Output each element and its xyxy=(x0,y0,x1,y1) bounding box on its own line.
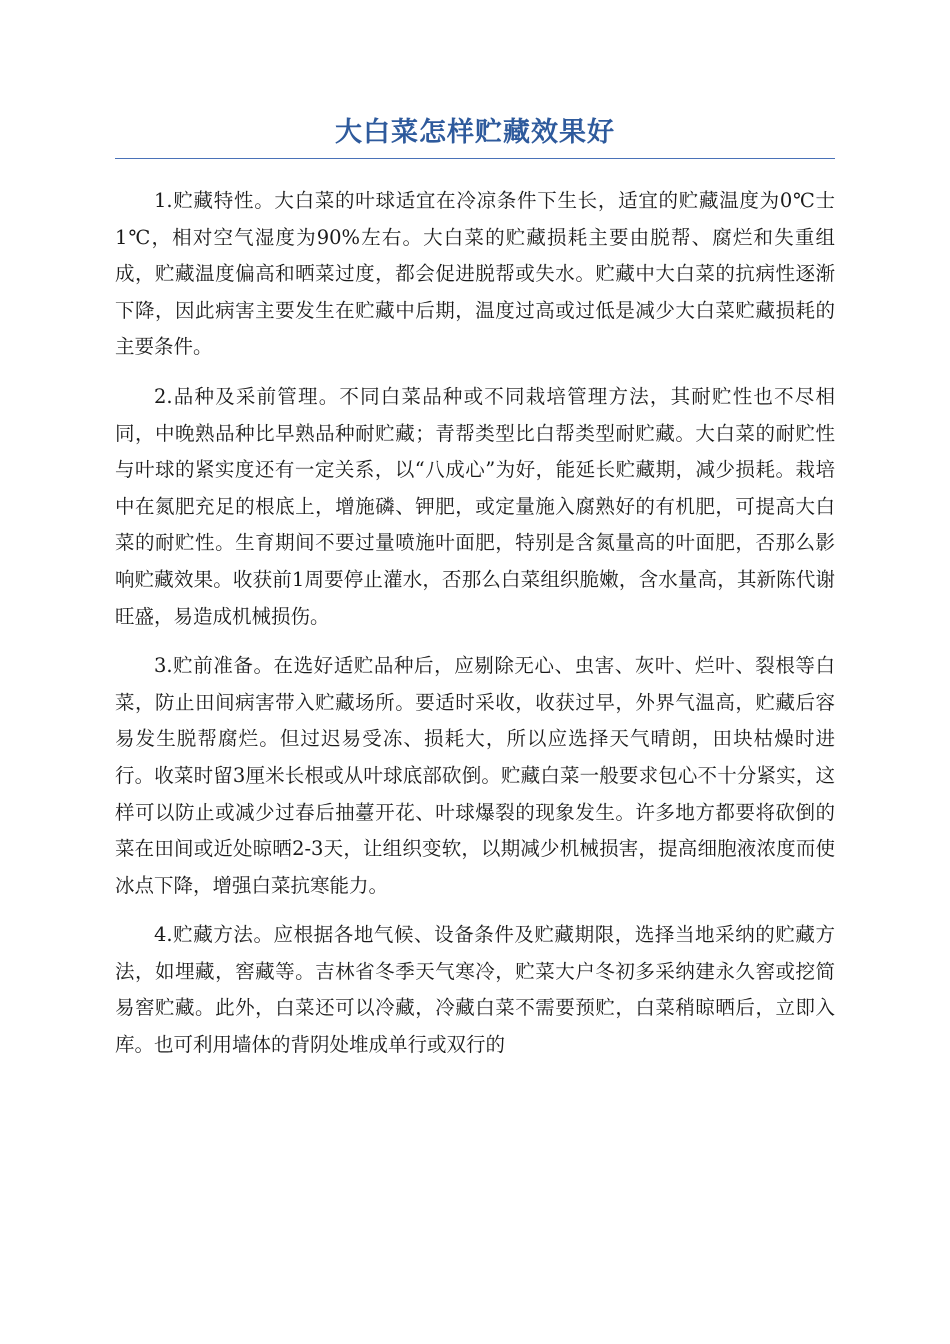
paragraph-storage-characteristics: 1.贮藏特性。大白菜的叶球适宜在冷凉条件下生长，适宜的贮藏温度为0℃士1℃，相对空气湿度为90%左右。大白菜的贮藏损耗主要由脱帮、腐烂和失重组成，贮藏温度偏高和晒菜过度，都会促进脱帮或失水。贮藏中大白菜的抗病性逐渐下降，因此病害主要发生在贮藏中后期，温度过高或过低是减少大白菜贮藏损耗的主要条件。 xyxy=(115,189,835,359)
document-body xyxy=(115,183,835,1064)
paragraph-variety-preharvest: 2.品种及采前管理。不同白菜品种或不同栽培管理方法，其耐贮性也不尽相同，中晚熟品种比早熟品种耐贮藏；青帮类型比白帮类型耐贮藏。大白菜的耐贮性与叶球的紧实度还有一定关系，以“八成心”为好，能延长贮藏期，减少损耗。栽培中在氮肥充足的根底上，增施磷、钾肥，或定量施入腐熟好的有机肥，可提高大白菜的耐贮性。生育期间不要过量喷施叶面肥，特别是含氮量高的叶面肥，否那么影响贮藏效果。收获前1周要停止灌水，否那么白菜组织脆嫩，含水量高，其新陈代谢旺盛，易造成机械损伤。 xyxy=(115,384,835,628)
document-title: 大白菜怎样贮藏效果好 xyxy=(115,110,835,159)
paragraph-storage-methods: 4.贮藏方法。应根据各地气候、设备条件及贮藏期限，选择当地采纳的贮藏方法，如埋藏，窖藏等。吉林省冬季天气寒冷，贮菜大户冬初多采纳建永久窖或挖简易窖贮藏。此外，白菜还可以冷藏，冷藏白菜不需要预贮，白菜稍晾晒后，立即入库。也可利用墙体的背阴处堆成单行或双行的 xyxy=(115,923,835,1057)
paragraph-pre-storage-preparation: 3.贮前准备。在选好适贮品种后，应剔除无心、虫害、灰叶、烂叶、裂根等白菜，防止田间病害带入贮藏场所。要适时采收，收获过早，外界气温高，贮藏后容易发生脱帮腐烂。但过迟易受冻、损耗大，所以应选择天气晴朗，田块枯燥时进行。收菜时留3厘米长根或从叶球底部砍倒。贮藏白菜一般要求包心不十分紧实，这样可以防止或减少过春后抽薹开花、叶球爆裂的现象发生。许多地方都要将砍倒的菜在田间或近处晾晒2-3天，让组织变软，以期减少机械损害，提高细胞液浓度而使冰点下降，增强白菜抗寒能力。 xyxy=(115,654,835,897)
document-page xyxy=(115,110,835,1077)
